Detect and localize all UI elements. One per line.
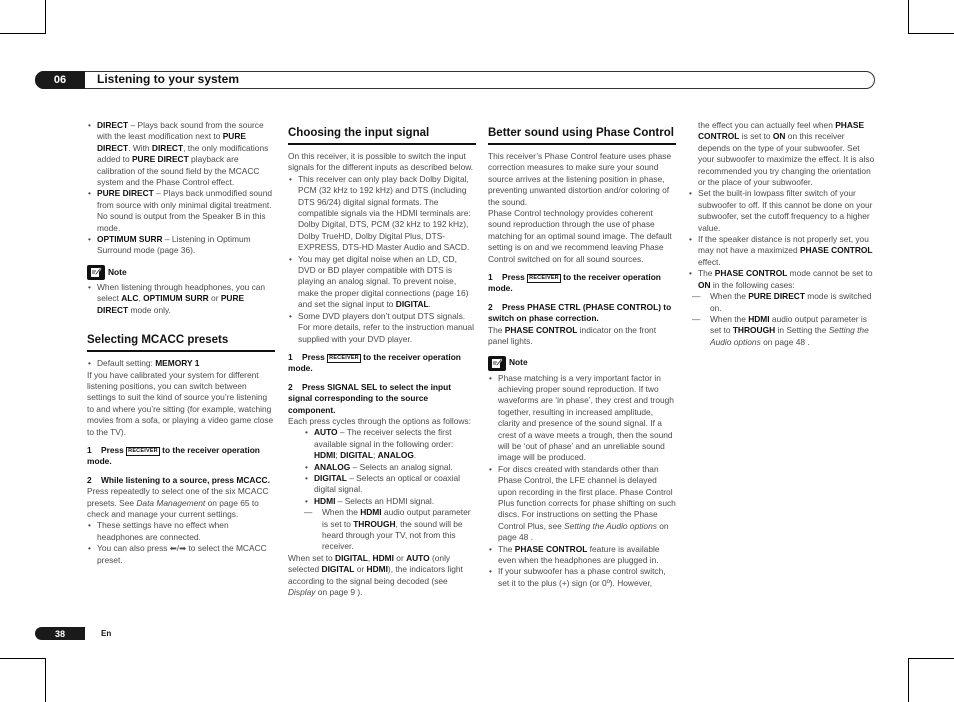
receiver-button-icon: RECEIVER	[329, 354, 359, 361]
page-number: 38	[35, 627, 85, 640]
paragraph: Each press cycles through the options as follows:	[288, 415, 471, 426]
crop-mark	[908, 33, 954, 34]
paragraph: Press repeatedly to select one of the six MCACC presets. See Data Management on page 65 to check and manage your current settings.	[87, 486, 269, 519]
list-item: — When the HDMI audio output parameter is set to THROUGH in Setting the Setting the Audio options on page 48 .	[692, 314, 878, 348]
language-code: En	[101, 629, 112, 638]
step-1: 1 Press RECEIVER to the receiver operation mode.	[87, 444, 260, 467]
list-item: • For discs created with standards other than Phase Control, the LFE channel is delayed upon recording in the first place. Phase Control Plus function corrects for phase shifting on such discs. For instructions on setting the Phase Control Plus, see Setting the Audio options on page 48 .	[488, 464, 676, 544]
section-title-mcacc: Selecting MCACC presets	[87, 333, 275, 352]
column-4	[698, 120, 878, 348]
paragraph: the effect you can actually feel when PHASE CONTROL is set to ON on this receiver depends on the type of your subwoofer. Set your subwoofer to maximize the effect. It is also recommended you try changing the orientation or the place of your subwoofer.	[698, 120, 875, 188]
step-1: 1 Press RECEIVER to the receiver operation mode.	[288, 351, 461, 374]
list-item: • You can also press ⬅/➡ to select the MCACC preset.	[87, 543, 275, 566]
note-pencil-icon	[87, 265, 105, 280]
paragraph: Phase Control technology provides coherent sound reproduction through the use of phase matching for an optimal sound image. The default setting is on and we recommend leaving Phase Control switched on for all sound sources.	[488, 208, 672, 264]
chapter-number: 06	[35, 71, 85, 89]
crop-mark	[0, 33, 45, 34]
list-item: • AUTO – The receiver selects the first available signal in the following order: HDMI; DIGITAL; ANALOG.	[304, 427, 476, 461]
list-item: — When the PURE DIRECT mode is switched on.	[692, 291, 878, 314]
step-2: 2 Press PHASE CTRL (PHASE CONTROL) to switch on phase correction.	[488, 301, 672, 324]
section-title-phase-control: Better sound using Phase Control	[488, 126, 676, 145]
list-item: • When listening through headphones, you can select ALC, OPTIMUM SURR or PURE DIRECT mode only.	[87, 282, 275, 316]
list-item: • Some DVD players don’t output DTS signals. For more details, refer to the instruction manual supplied with your DVD player.	[288, 311, 476, 345]
note-list	[87, 282, 275, 316]
list-item: • PURE DIRECT – Plays back unmodified sound from source with only minimal digital treatment. No sound is output from the Speaker B in this mode.	[87, 188, 275, 234]
list-item: — When the HDMI audio output parameter is set to THROUGH, the sound will be heard through your TV, not from this receiver.	[304, 507, 476, 553]
list-item: • ANALOG – Selects an analog signal.	[304, 462, 476, 473]
note-list	[488, 373, 676, 590]
crop-mark	[0, 658, 45, 659]
crop-mark	[908, 0, 909, 34]
paragraph: If you have calibrated your system for different listening positions, you can switch between settings to suit the kind of source you’re listening to and where you’re sitting (for example, watching movies from a sofa, or playing a video game close to the TV).	[87, 369, 274, 437]
list-item: • OPTIMUM SURR – Listening in Optimum Surround mode (page 36).	[87, 234, 275, 257]
crop-mark	[908, 658, 909, 702]
note-pencil-icon	[488, 356, 506, 371]
step-2: 2 While listening to a source, press MCACC.	[87, 474, 270, 485]
column-2	[288, 126, 476, 598]
list-item: • The PHASE CONTROL feature is available even when the headphones are plugged in.	[488, 544, 676, 567]
step-1: 1 Press RECEIVER to the receiver operation mode.	[488, 272, 661, 294]
chapter-title: Listening to your system	[97, 72, 240, 86]
list-item: • These settings have no effect when headphones are connected.	[87, 520, 275, 543]
crop-mark	[45, 658, 46, 702]
paragraph: This receiver’s Phase Control feature uses phase correction measures to make sure your sound source arrives at the listening position in phase, preventing unwanted distortion and/or coloring of the sound.	[488, 151, 672, 207]
list-item: • Default setting: MEMORY 1	[87, 358, 275, 369]
receiver-button-icon: RECEIVER	[529, 275, 559, 282]
step-2: 2 Press SIGNAL SEL to select the input signal corresponding to the source component.	[288, 381, 452, 415]
list-item: • If your subwoofer has a phase control switch, set it to the plus (+) sign (or 0º). However,	[488, 566, 676, 589]
note-heading: Note	[87, 265, 275, 280]
list-item: • Set the built-in lowpass filter switch of your subwoofer to off. If this cannot be done on your subwoofer, set the cutoff frequency to a higher value.	[688, 188, 878, 234]
list-item: • If the speaker distance is not properly set, you may not have a maximized PHASE CONTROL effect.	[688, 234, 878, 268]
list-item: • HDMI – Selects an HDMI signal.	[304, 496, 476, 507]
crop-mark	[45, 0, 46, 34]
paragraph: The PHASE CONTROL indicator on the front panel lights.	[488, 324, 657, 347]
list-item: • Phase matching is a very important factor in achieving proper sound reproduction. If two waveforms are ‘in phase’, they crest and trough together, resulting in increased amplitude, clarity and presence of the sound signal. If a crest of a wave meets a trough, then the sound will be ‘out of phase’ and an unreliable sound image will be produced.	[488, 373, 676, 464]
list-item: • The PHASE CONTROL mode cannot be set to ON in the following cases:	[688, 268, 878, 291]
receiver-button-icon: RECEIVER	[128, 447, 158, 454]
list-item: • DIRECT – Plays back sound from the source with the least modification next to PURE DIRECT. With DIRECT, the only modifications added to PURE DIRECT playback are calibration of the sound field by the MCACC system and the Phase Control effect.	[87, 120, 275, 188]
list-item: • You may get digital noise when an LD, CD, DVD or BD player compatible with DTS is playing an analog signal. To prevent noise, make the proper digital connections (page 16) and set the signal input to DIGITAL.	[288, 254, 476, 311]
note-heading: Note	[488, 356, 676, 371]
crop-mark	[908, 658, 954, 659]
mode-list	[87, 120, 275, 257]
paragraph: When set to DIGITAL, HDMI or AUTO (only selected DIGITAL or HDMI), the indicators light according to the signal being decoded (see Display on page 9 ).	[288, 552, 463, 598]
list-item: • This receiver can only play back Dolby Digital, PCM (32 kHz to 192 kHz) and DTS (including DTS 96/24) digital signal formats. The compatible signals via the HDMI terminals are: Dolby Digital, DTS, PCM (32 kHz to 192 kHz), Dolby TrueHD, Dolby Digital Plus, DTS-EXPRESS, DTS-HD Master Audio and SACD.	[288, 174, 476, 254]
paragraph: On this receiver, it is possible to switch the input signals for the different inputs as described below.	[288, 151, 474, 173]
list-item: • DIGITAL – Selects an optical or coaxial digital signal.	[304, 473, 476, 496]
column-1	[87, 120, 275, 566]
section-title-input-signal: Choosing the input signal	[288, 126, 476, 145]
column-3	[488, 126, 676, 589]
